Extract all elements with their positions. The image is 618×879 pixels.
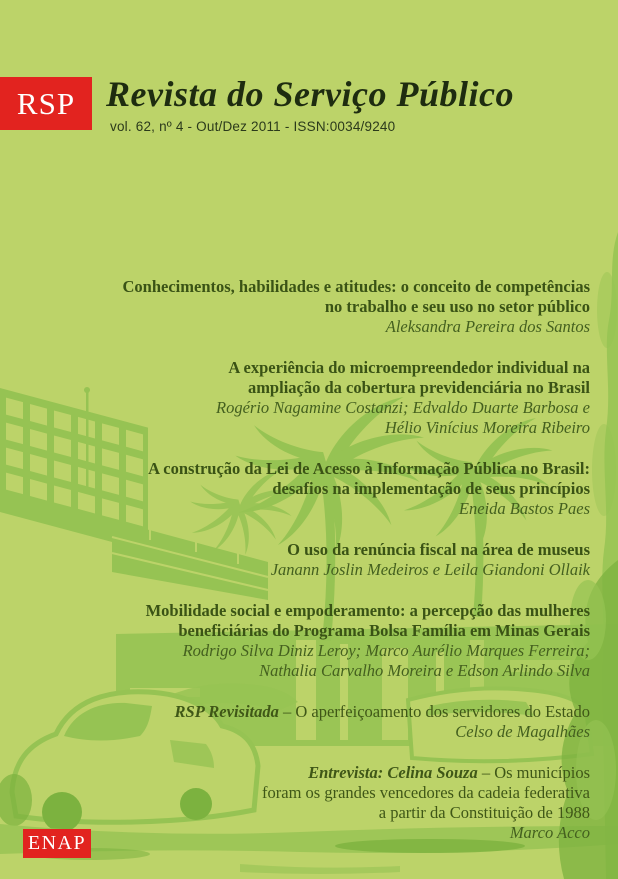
article-section-lead: RSP Revisitada — [174, 702, 279, 721]
article-title-line: no trabalho e seu uso no setor público — [324, 297, 590, 316]
article-author-line: Hélio Vinícius Moreira Ribeiro — [384, 418, 590, 437]
article-entry — [123, 277, 590, 337]
article-entry — [123, 540, 590, 580]
flagpole-illustration — [86, 390, 89, 488]
rsp-logo-text: RSP — [16, 85, 76, 121]
article-title-line: beneficiárias do Programa Bolsa Família em Minas Gerais — [178, 621, 590, 640]
issue-info: vol. 62, nº 4 - Out/Dez 2011 - ISSN:0034/9240 — [110, 119, 396, 134]
enap-logo-badge — [23, 829, 91, 858]
article-title-line: foram os grandes vencedores da cadeia federativa — [262, 783, 590, 802]
article-entry — [123, 601, 590, 681]
article-title-rest: – O aperfeiçoamento dos servidores do Estado — [278, 702, 590, 721]
article-title-line: a partir da Constituição de 1988 — [378, 803, 590, 822]
article-title-line: O uso da renúncia fiscal na área de museus — [287, 540, 590, 559]
article-entry — [123, 358, 590, 438]
article-author-line: Marco Acco — [509, 823, 590, 842]
article-author-line: Rogério Nagamine Costanzi; Edvaldo Duarte Barbosa e — [216, 398, 590, 417]
article-title-line: Mobilidade social e empoderamento: a percepção das mulheres — [145, 601, 590, 620]
article-title-line — [123, 702, 590, 722]
article-entry — [123, 459, 590, 519]
article-entry-entrevista — [123, 763, 590, 843]
article-section-lead: Entrevista: Celina Souza — [308, 763, 478, 782]
article-title-line: A construção da Lei de Acesso à Informação Pública no Brasil: — [148, 459, 590, 478]
article-title-line: ampliação da cobertura previdenciária no Brasil — [247, 378, 590, 397]
article-author-line: Rodrigo Silva Diniz Leroy; Marco Aurélio Marques Ferreira; — [182, 641, 590, 660]
article-author-line: Nathalia Carvalho Moreira e Edson Arlindo Silva — [259, 661, 590, 680]
rsp-logo-badge — [0, 77, 92, 130]
article-author-line: Aleksandra Pereira dos Santos — [385, 317, 590, 336]
enap-logo-text: ENAP — [27, 832, 87, 854]
article-author-line: Janann Joslin Medeiros e Leila Giandoni Ollaik — [270, 560, 590, 579]
article-title-line: desafios na implementação de seus princípios — [272, 479, 590, 498]
article-title-line: Conhecimentos, habilidades e atitudes: o conceito de competências — [122, 277, 590, 296]
article-author-line: Celso de Magalhães — [455, 722, 590, 741]
article-title-rest: – Os municípios — [477, 763, 590, 782]
article-author-line: Eneida Bastos Paes — [458, 499, 590, 518]
article-entry-rsp-revisitada — [123, 702, 590, 742]
journal-title: Revista do Serviço Público — [106, 74, 514, 114]
table-of-contents — [123, 277, 590, 843]
article-title-line: A experiência do microempreendedor individual na — [228, 358, 590, 377]
article-title-line — [123, 763, 590, 783]
